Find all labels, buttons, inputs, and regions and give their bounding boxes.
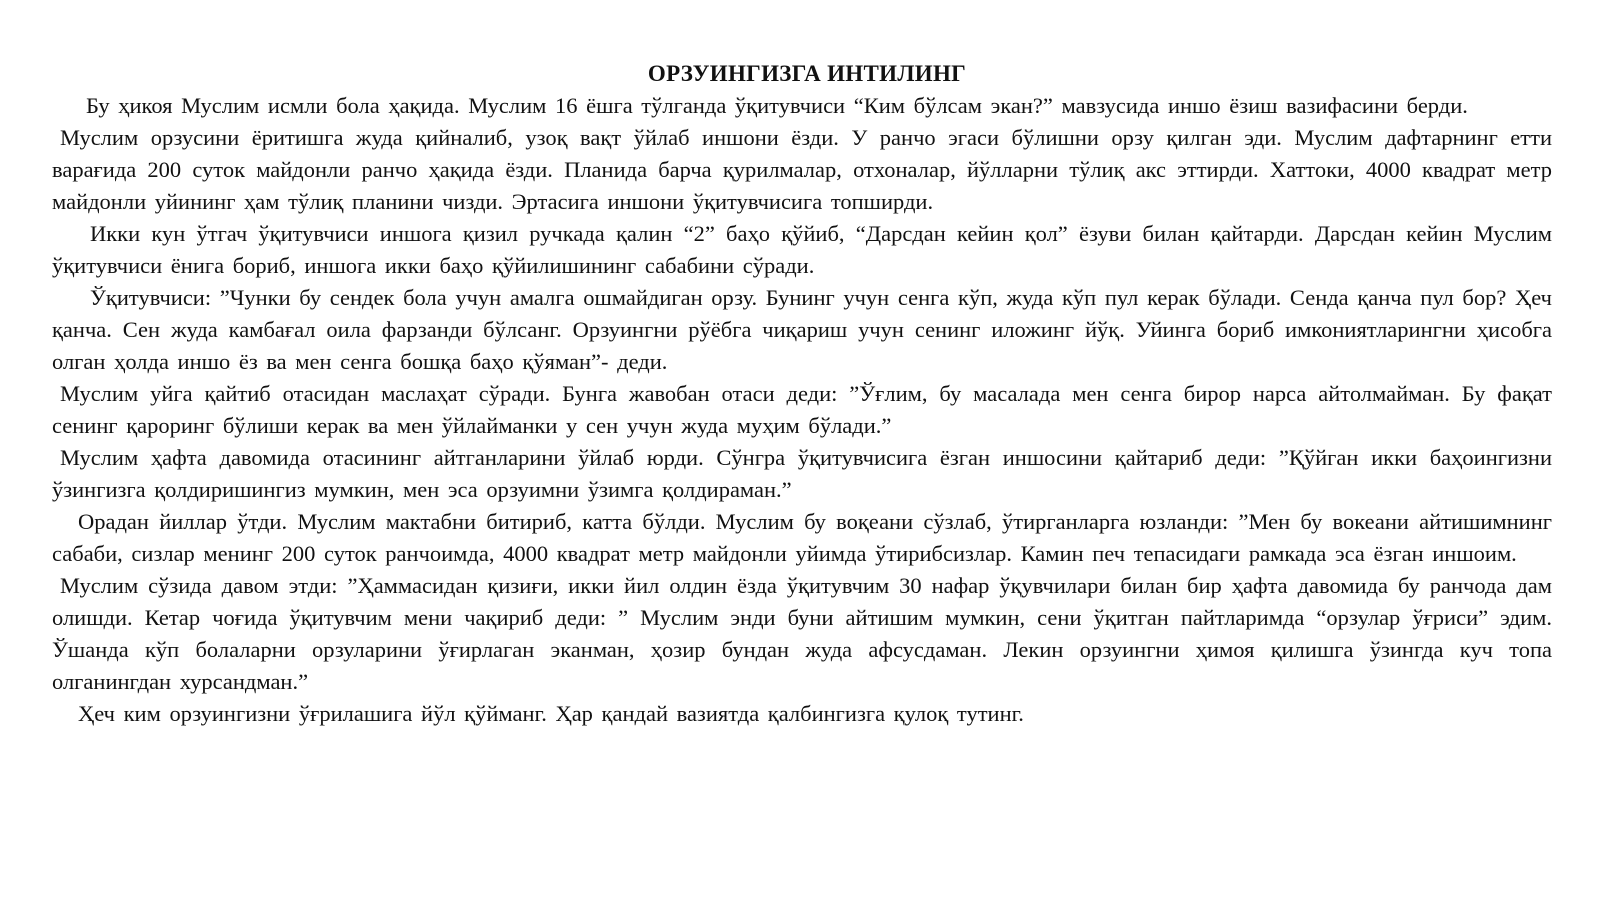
paragraph-8: Муслим сўзида давом этди: ”Ҳаммасидан қизиғи, икки йил олдин ёзда ўқитувчим 30 нафар ўқувчилари билан бир ҳафта давомида бу ранчода дам олишди. Кетар чоғида ўқитувчим мени чақириб деди: ” Муслим энди буни айтишим мумкин, сени ўқитган пайтларимда “орзулар ўғриси” эдим. Ўшанда кўп болаларни орзуларини ўғирлаган эканман, ҳозир бундан жуда афсусдаман. Лекин орзуингни ҳимоя қилишга ўзингда куч топа олганингдан хурсандман.” bbox=[52, 573, 1552, 694]
paragraph-1: Бу ҳикоя Муслим исмли бола ҳақида. Муслим 16 ёшга тўлганда ўқитувчиси “Ким бўлсам экан?” мавзусида иншо ёзиш вазифасини берди. bbox=[86, 93, 1468, 118]
paragraph-5: Муслим уйга қайтиб отасидан маслаҳат сўради. Бунга жавобан отаси деди: ”Ўғлим, бу масалада мен сенга бирор нарса айтолмайман. Бу фақат сенинг қароринг бўлиши керак ва мен ўйлайманки у сен учун жуда муҳим бўлади.” bbox=[52, 381, 1552, 438]
paragraph-9: Ҳеч ким орзуингизни ўғрилашига йўл қўйманг. Ҳар қандай вазиятда қалбингизга қулоқ тутинг. bbox=[78, 701, 1024, 726]
paragraph-4: Ўқитувчиси: ”Чунки бу сендек бола учун амалга ошмайдиган орзу. Бунинг учун сенга кўп, жуда кўп пул керак бўлади. Сенда қанча пул бор? Ҳеч қанча. Сен жуда камбағал оила фарзанди бўлсанг. Орзуингни рўёбга чиқариш учун сенинг иложинг йўқ. Уйинга бориб имкониятларингни ҳисобга олган ҳолда иншо ёз ва мен сенга бошқа баҳо қўяман”- деди. bbox=[52, 285, 1552, 374]
paragraph-7: Орадан йиллар ўтди. Муслим мактабни битириб, катта бўлди. Муслим бу воқеани сўзлаб, ўтирганларга юзланди: ”Мен бу вокеани айтишимнинг сабаби, сизлар менинг 200 суток ранчоимда, 4000 квадрат метр майдонли уйимда ўтирибсизлар. Камин печ тепасидаги рамкада эса ёзган иншоим. bbox=[52, 509, 1552, 566]
paragraph-3: Икки кун ўтгач ўқитувчиси иншога қизил ручкада қалин “2” баҳо қўйиб, “Дарсдан кейин қол” ёзуви билан қайтарди. Дарсдан кейин Муслим ўқитувчиси ёнига бориб, иншога икки баҳо қўйилишининг сабабини сўради. bbox=[52, 221, 1552, 278]
paragraph-2: Муслим орзусини ёритишга жуда қийналиб, узоқ вақт ўйлаб иншони ёзди. У ранчо эгаси бўлишни орзу қилган эди. Муслим дафтарнинг етти варағида 200 суток майдонли ранчо ҳақида ёзди. Планида барча қурилмалар, отхоналар, йўлларни тўлиқ акс эттирди. Хаттоки, 4000 квадрат метр майдонли уйининг ҳам тўлиқ планини чизди. Эртасига иншони ўқитувчисига топширди. bbox=[52, 125, 1552, 214]
document-title: ОРЗУИНГИЗГА ИНТИЛИНГ bbox=[647, 61, 967, 86]
paragraph-6: Муслим ҳафта давомида отасининг айтганларини ўйлаб юрди. Сўнгра ўқитувчисига ёзган иншосини қайтариб деди: ”Қўйган икки баҳоингизни ўзингизга қолдиришингиз мумкин, мен эса орзуимни ўзимга қолдираман.” bbox=[52, 445, 1552, 502]
